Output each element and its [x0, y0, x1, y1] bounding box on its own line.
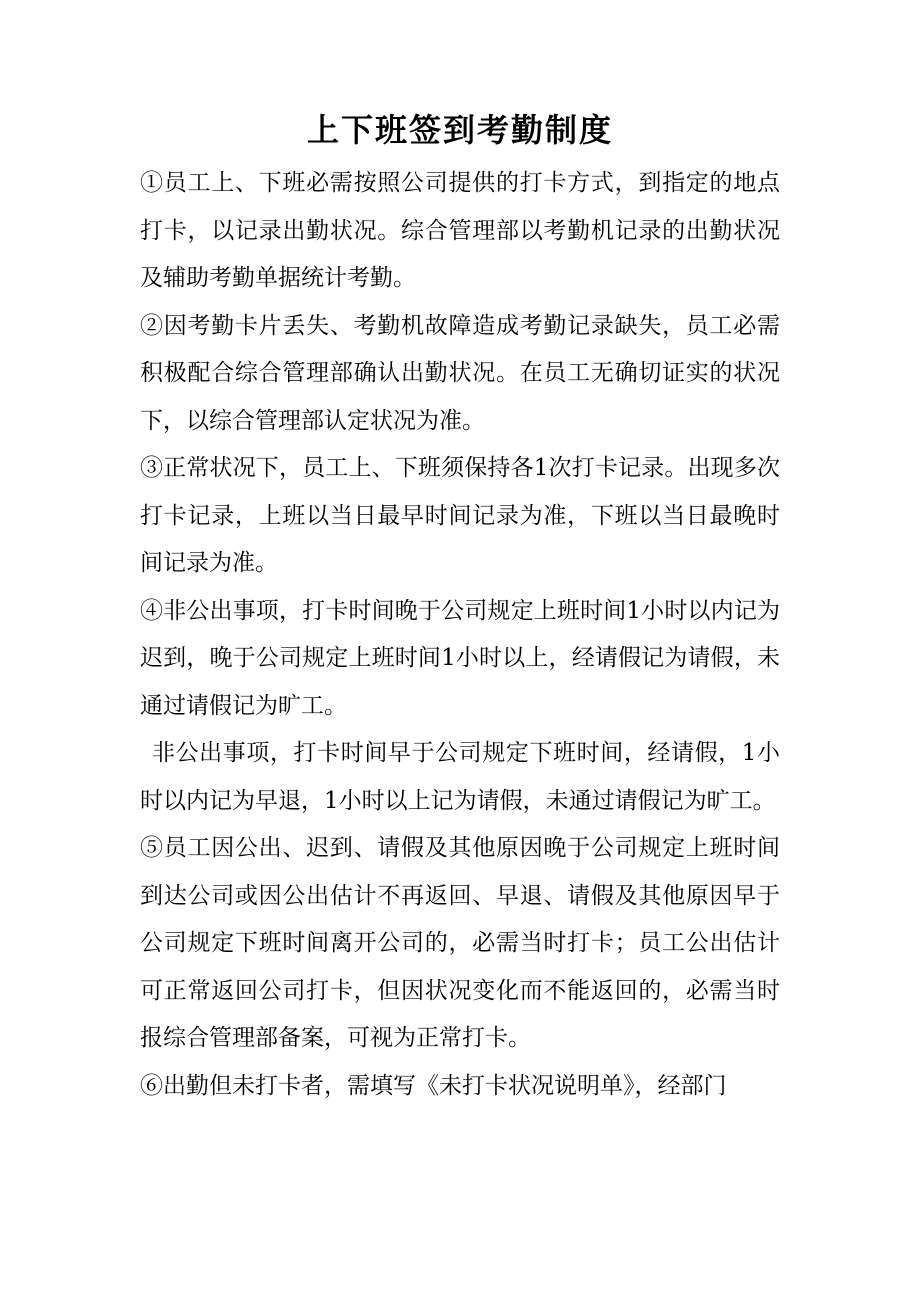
document-title: 上下班签到考勤制度 — [306, 111, 613, 149]
paragraph-4: ④非公出事项，打卡时间晚于公司规定上班时间1小时以内记为迟到，晚于公司规定上班时间1小时以上，经请假记为请假，未通过请假记为旷工。 — [140, 597, 780, 719]
paragraph-6: ⑥出勤但未打卡者，需填写《未打卡状况说明单》，经部门 — [140, 1072, 727, 1099]
paragraph-5: ⑤员工因公出、迟到、请假及其他原因晚于公司规定上班时间到达公司或因公出估计不再返回、早退、请假及其他原因早于公司规定下班时间离开公司的，必需当时打卡；员工公出估计可正常返回公司打卡，但因状况变化而不能返回的，必需当时报综合管理部备案，可视为正常打卡。 — [140, 835, 780, 1051]
paragraph-4-continued: 非公出事项，打卡时间早于公司规定下班时间，经请假，1小时以内记为早退，1小时以上记为请假，未通过请假记为旷工。 — [140, 740, 780, 814]
document-body — [140, 160, 780, 1110]
paragraph-2: ②因考勤卡片丢失、考勤机故障造成考勤记录缺失，员工必需积极配合综合管理部确认出勤状况。在员工无确切证实的状况下，以综合管理部认定状况为准。 — [140, 312, 780, 434]
paragraph-1: ①员工上、下班必需按照公司提供的打卡方式，到指定的地点打卡，以记录出勤状况。综合管理部以考勤机记录的出勤状况及辅助考勤单据统计考勤。 — [140, 170, 780, 291]
paragraph-3: ③正常状况下，员工上、下班须保持各1次打卡记录。出现多次打卡记录，上班以当日最早时间记录为准，下班以当日最晚时间记录为准。 — [140, 455, 780, 576]
